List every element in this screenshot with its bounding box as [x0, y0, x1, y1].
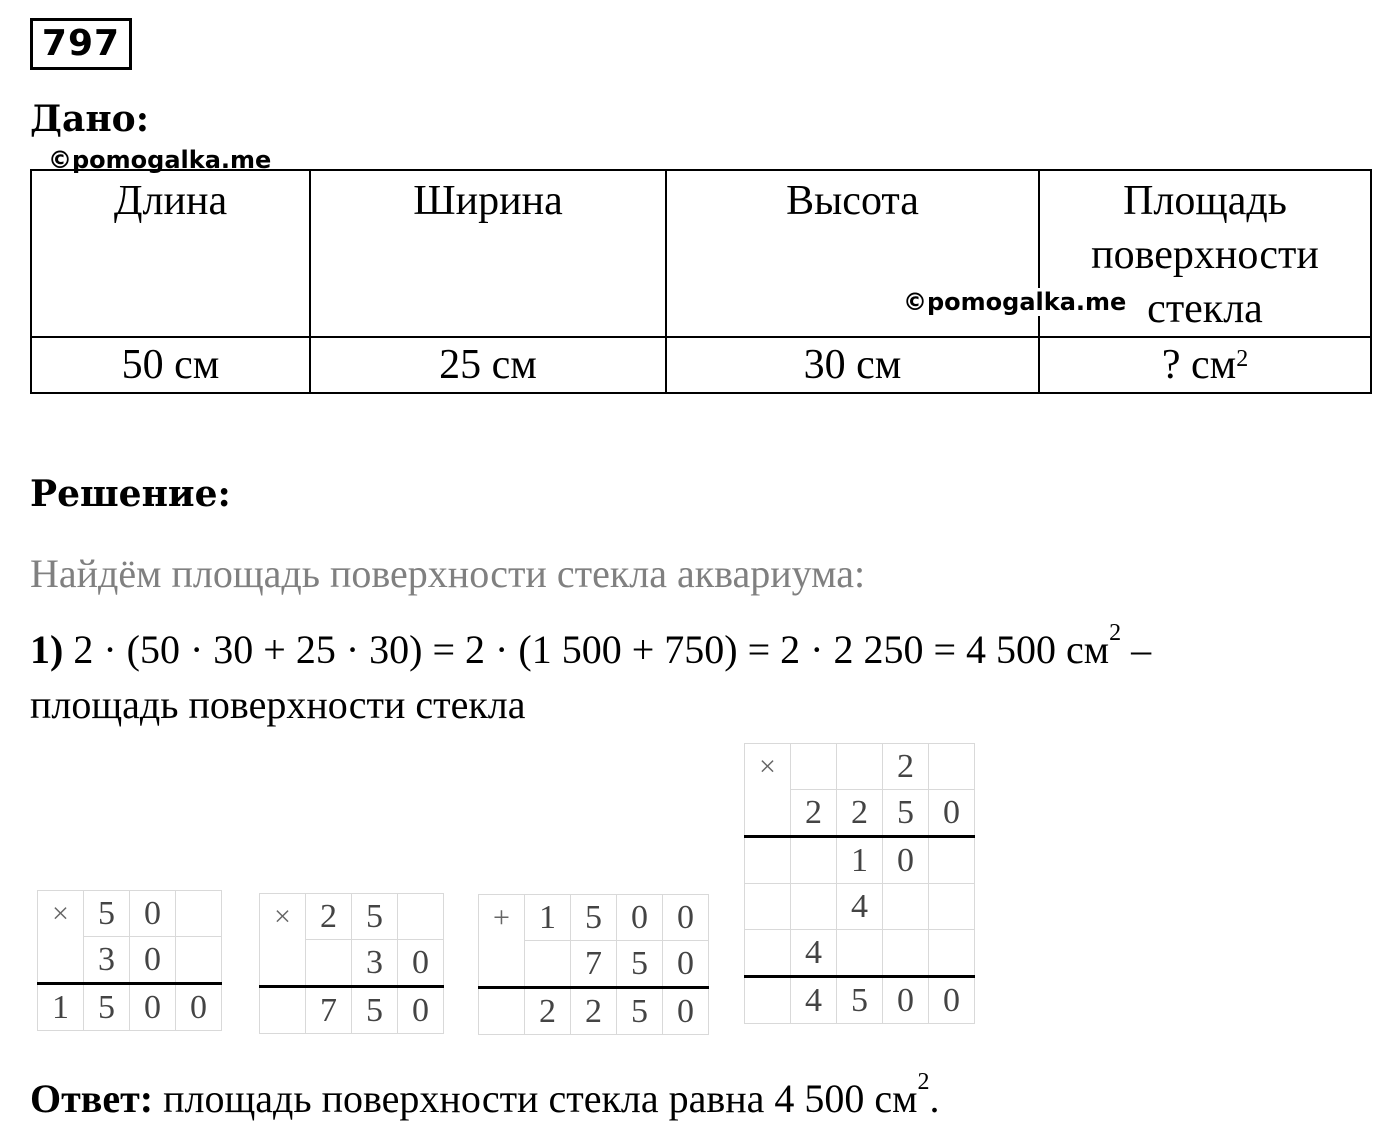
calc-row [745, 837, 975, 884]
multiply-sign: × [260, 894, 306, 940]
calc-cell [260, 940, 306, 987]
calc-cell: 2 [306, 894, 352, 940]
calc-cell [929, 744, 975, 790]
calc-25x30 [259, 893, 444, 1034]
table-header-row [31, 170, 1371, 337]
calc-cell [929, 837, 975, 884]
task-number: 797 [30, 18, 132, 70]
calc-1500-plus-750 [478, 894, 709, 1035]
step-1-line [30, 620, 1152, 673]
intro-text: Найдём площадь поверхности стекла аквариума: [30, 551, 866, 596]
multiply-sign: × [38, 891, 84, 937]
calc-cell: 0 [929, 977, 975, 1024]
calc-cell: 3 [352, 940, 398, 987]
calc-cell [306, 940, 352, 987]
given-heading: Дано: [30, 98, 149, 140]
calc-result-row [260, 987, 444, 1034]
plus-sign: + [479, 895, 525, 941]
calc-cell: 5 [617, 941, 663, 988]
calc-cell: 5 [571, 895, 617, 941]
header-length: Длина [31, 170, 310, 337]
calc-cell: 0 [663, 895, 709, 941]
calc-cell: 0 [176, 984, 222, 1031]
answer-line [30, 1069, 940, 1122]
calc-cell [38, 937, 84, 984]
calc-cell: 0 [130, 891, 176, 937]
value-surface-area [1039, 337, 1371, 393]
calc-cell [791, 837, 837, 884]
step-1-dash: – [1121, 627, 1152, 672]
calc-cell: 7 [306, 987, 352, 1034]
calc-row [479, 941, 709, 988]
calc-2250x2 [744, 743, 975, 1024]
given-table [30, 169, 1372, 394]
calc-result-row [745, 977, 975, 1024]
calc-cell: 4 [837, 884, 883, 930]
calc-cell: 0 [663, 988, 709, 1035]
calc-cell [883, 930, 929, 977]
calc-50x30 [37, 890, 222, 1031]
calc-row [260, 894, 444, 940]
calc-cell [398, 894, 444, 940]
calc-cell [479, 941, 525, 988]
value-surface-sup: 2 [1236, 346, 1249, 372]
header-height: Высота [666, 170, 1039, 337]
calc-cell: 3 [84, 937, 130, 984]
answer-end: . [929, 1076, 940, 1121]
value-height: 30 см [666, 337, 1039, 393]
step-1-expression: 2 · (50 · 30 + 25 · 30) = 2 · (1 500 + 750) = 2 · 2 250 = 4 500 см [73, 627, 1110, 672]
calc-cell [745, 837, 791, 884]
value-length: 50 см [31, 337, 310, 393]
step-1-description: площадь поверхности стекла [30, 682, 526, 727]
solution-heading: Решение: [30, 473, 231, 515]
calc-cell [837, 930, 883, 977]
answer-sup: 2 [917, 1069, 930, 1095]
watermark-table: ©pomogalka.me [903, 288, 1127, 316]
calc-row [745, 930, 975, 977]
calc-result-row [38, 984, 222, 1031]
calc-cell: 1 [837, 837, 883, 884]
calc-cell: 2 [837, 790, 883, 837]
calc-cell: 0 [883, 977, 929, 1024]
calc-cell [929, 884, 975, 930]
calc-row [38, 891, 222, 937]
calc-cell [479, 988, 525, 1035]
calc-cell: 4 [791, 930, 837, 977]
calc-row [745, 790, 975, 837]
calc-cell [929, 930, 975, 977]
calc-cell: 1 [525, 895, 571, 941]
calc-cell [791, 744, 837, 790]
calc-row [479, 895, 709, 941]
calc-cell [525, 941, 571, 988]
answer-text: площадь поверхности стекла равна 4 500 см [153, 1076, 918, 1121]
calc-cell: 2 [883, 744, 929, 790]
calc-cell: 5 [883, 790, 929, 837]
calc-cell: 0 [617, 895, 663, 941]
multiply-sign: × [745, 744, 791, 790]
calc-cell: 0 [398, 940, 444, 987]
calc-cell: 0 [663, 941, 709, 988]
step-1-number: 1) [30, 627, 64, 672]
value-width: 25 см [310, 337, 666, 393]
calc-cell: 2 [525, 988, 571, 1035]
calc-row [745, 744, 975, 790]
calc-cell: 0 [398, 987, 444, 1034]
calc-row [745, 884, 975, 930]
calc-cell: 2 [571, 988, 617, 1035]
calc-cell [745, 930, 791, 977]
calc-cell [745, 977, 791, 1024]
calc-cell [791, 884, 837, 930]
calc-cell: 2 [791, 790, 837, 837]
calc-cell: 4 [791, 977, 837, 1024]
calc-cell [837, 744, 883, 790]
calc-cell: 5 [617, 988, 663, 1035]
step-1-sup: 2 [1109, 620, 1122, 646]
header-width: Ширина [310, 170, 666, 337]
table-value-row [31, 337, 1371, 393]
calc-cell [883, 884, 929, 930]
calc-cell: 5 [837, 977, 883, 1024]
calc-cell: 5 [84, 984, 130, 1031]
calc-cell: 0 [130, 937, 176, 984]
calc-cell: 7 [571, 941, 617, 988]
calc-cell: 5 [352, 987, 398, 1034]
calc-cell: 0 [130, 984, 176, 1031]
calc-cell: 5 [352, 894, 398, 940]
calc-cell: 1 [38, 984, 84, 1031]
calc-result-row [479, 988, 709, 1035]
answer-label: Ответ: [30, 1076, 154, 1121]
calc-cell [745, 790, 791, 837]
calc-cell: 0 [883, 837, 929, 884]
calc-row [260, 940, 444, 987]
calc-cell [745, 884, 791, 930]
calc-cell: 5 [84, 891, 130, 937]
calc-cell [176, 937, 222, 984]
header-surface-area: Площадь поверхности стекла [1039, 170, 1371, 337]
calc-cell [176, 891, 222, 937]
value-surface-text: ? см [1161, 342, 1237, 388]
calc-cell: 0 [929, 790, 975, 837]
calc-cell [260, 987, 306, 1034]
watermark-top: ©pomogalka.me [48, 146, 272, 174]
calc-row [38, 937, 222, 984]
